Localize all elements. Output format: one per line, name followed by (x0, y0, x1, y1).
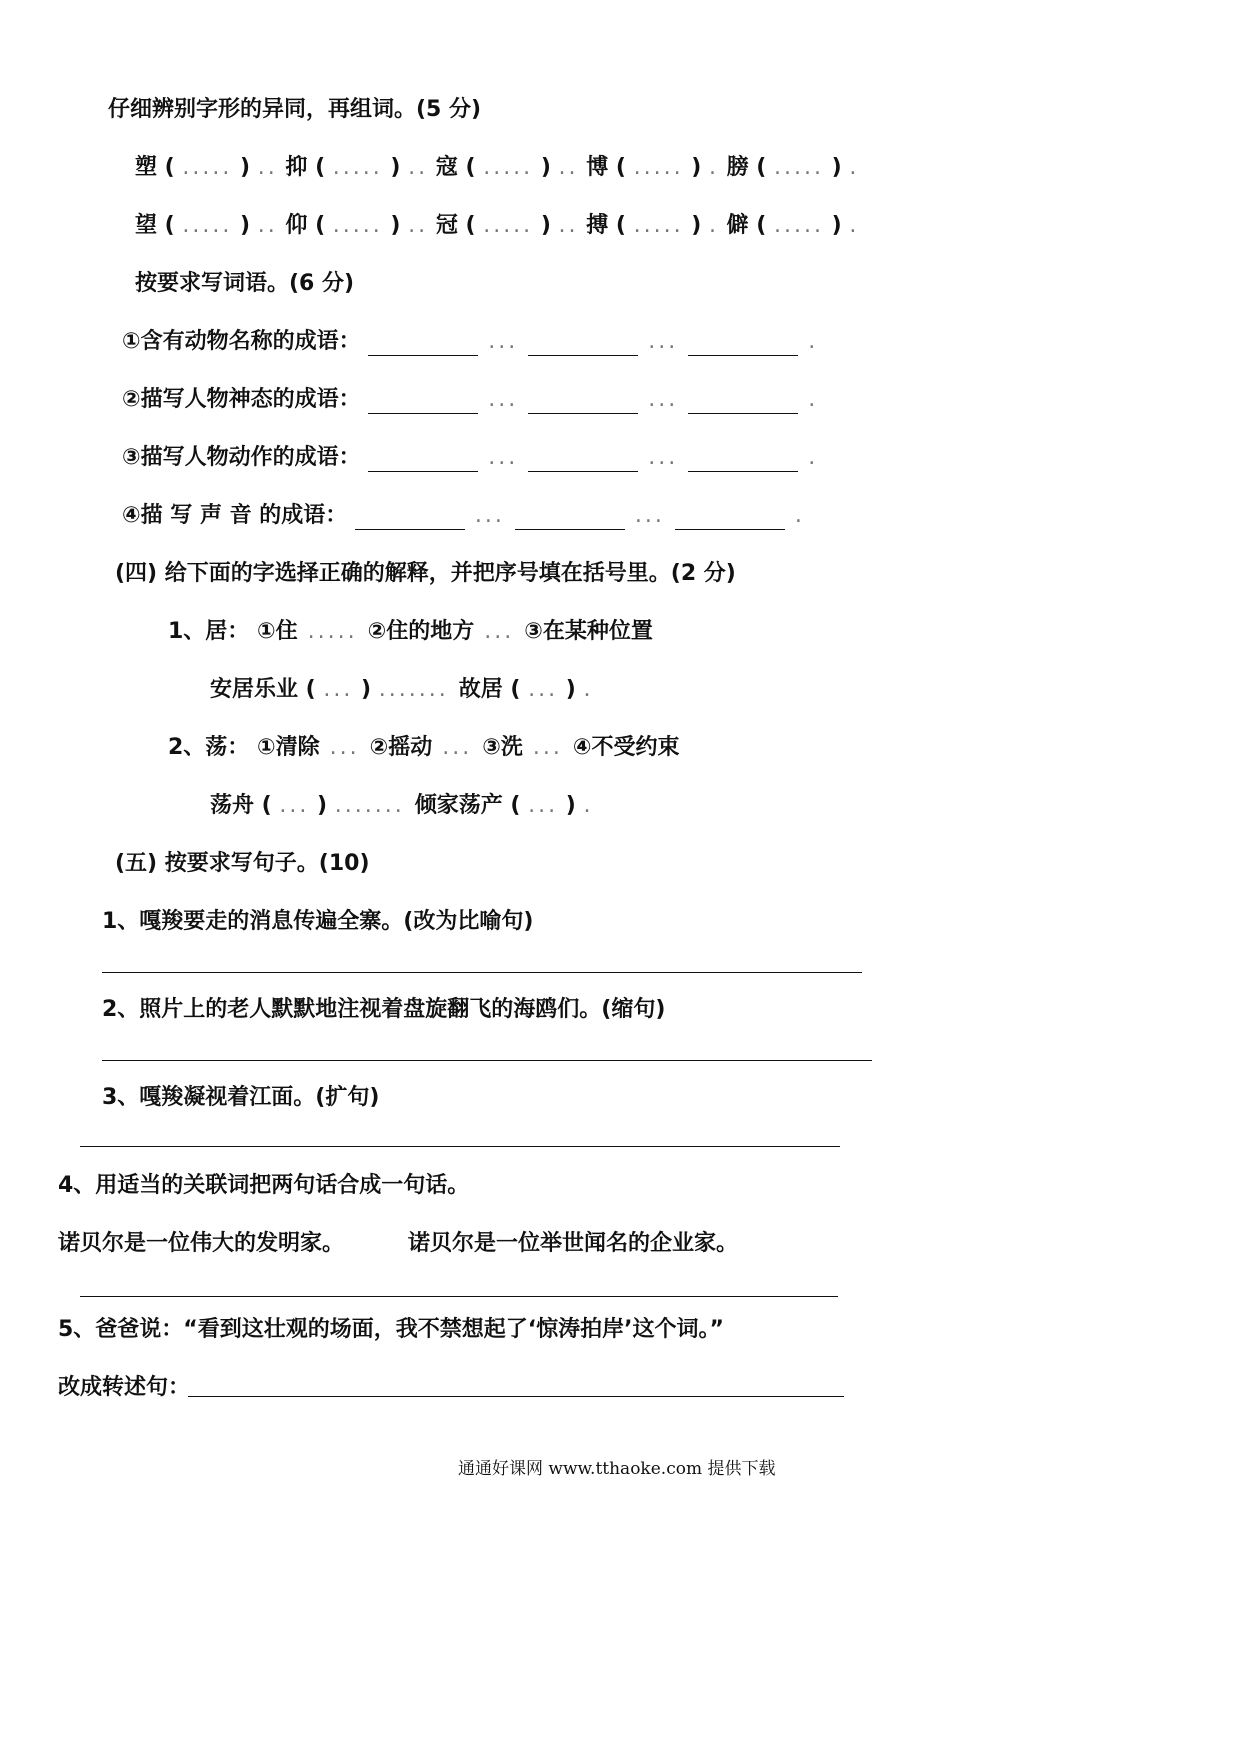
ciyu-label-4: ④描 写 声 音 的成语： (122, 503, 348, 528)
answer-blank[interactable] (688, 335, 798, 356)
q2-opt-1: ①清除 (256, 735, 320, 760)
answer-blank[interactable] (368, 335, 478, 356)
q2-word-1: 荡舟 (210, 793, 255, 818)
char-2-4: 搏 (586, 213, 609, 238)
ciyu-item-3: ③描写人物动作的成语： ... ... . (122, 445, 819, 470)
answer-line-4[interactable] (80, 1296, 838, 1297)
char-row-1: 塑 ( ..... ) .. 抑 ( ..... ) .. 寇 ( ..... ) .. 博 ( ..... ) . 膀 ( ..... ) . (135, 155, 860, 180)
answer-line-5[interactable] (188, 1396, 844, 1397)
q5-4-sentence-b: 诺贝尔是一位举世闻名的企业家。 (408, 1231, 739, 1256)
q5-5-label: 改成转述句： (58, 1375, 191, 1400)
char-1-3: 寇 (435, 155, 458, 180)
answer-blank[interactable] (355, 509, 465, 530)
section-title-zixing: 仔细辨别字形的异同，再组词。(5 分) (108, 97, 482, 122)
char-1-2: 抑 (285, 155, 308, 180)
char-2-1: 望 (135, 213, 158, 238)
answer-blank[interactable] (688, 393, 798, 414)
q5-3-text: 3、嘎羧凝视着江面。(扩句) (102, 1085, 380, 1110)
answer-blank[interactable] (675, 509, 785, 530)
ciyu-label-3: ③描写人物动作的成语： (122, 445, 361, 470)
footer-text: 通通好课网 www.tthaoke.com 提供下载 (458, 1459, 776, 1479)
char-1-4: 博 (586, 155, 609, 180)
q2-opt-4: ④不受约束 (572, 735, 680, 760)
ciyu-item-2: ②描写人物神态的成语： ... ... . (122, 387, 819, 412)
answer-line-1[interactable] (102, 972, 862, 973)
section-title-wu: (五) 按要求写句子。(10) (115, 851, 370, 876)
answer-line-2[interactable] (102, 1060, 872, 1061)
q5-4-sentence-a: 诺贝尔是一位伟大的发明家。 (58, 1231, 345, 1256)
q2-words: 荡舟 ( ... ) ....... 倾家荡产 ( ... ) . (210, 793, 594, 818)
q1-words: 安居乐业 ( ... ) ....... 故居 ( ... ) . (210, 677, 594, 702)
char-2-5: 僻 (726, 213, 749, 238)
q1-word-1: 安居乐业 (210, 677, 299, 702)
q2-opt-2: ②摇动 (369, 735, 433, 760)
answer-blank[interactable] (368, 393, 478, 414)
char-2-3: 冠 (435, 213, 458, 238)
char-2-2: 仰 (285, 213, 308, 238)
q2-opt-3: ③洗 (482, 735, 523, 760)
q1-label: 1、居： (168, 619, 250, 644)
q5-2-text: 2、照片上的老人默默地注视着盘旋翻飞的海鸥们。(缩句) (102, 997, 666, 1022)
answer-blank[interactable] (515, 509, 625, 530)
q5-4-text: 4、用适当的关联词把两句话合成一句话。 (58, 1173, 470, 1198)
ciyu-item-1: ①含有动物名称的成语： ... ... . (122, 329, 819, 354)
answer-blank[interactable] (528, 335, 638, 356)
ciyu-label-1: ①含有动物名称的成语： (122, 329, 361, 354)
answer-blank[interactable] (688, 451, 798, 472)
q2-word-2: 倾家荡产 (414, 793, 503, 818)
section-title-ciyu: 按要求写词语。(6 分) (135, 271, 355, 296)
q1-opt-2: ②住的地方 (367, 619, 475, 644)
q5-1-text: 1、嘎羧要走的消息传遍全寨。(改为比喻句) (102, 909, 534, 934)
q1-word-2: 故居 (458, 677, 503, 702)
q1-opt-3: ③在某种位置 (524, 619, 653, 644)
section-title-si: (四) 给下面的字选择正确的解释，并把序号填在括号里。(2 分) (115, 561, 736, 586)
q2-options: 2、荡： ①清除 ... ②摇动 ... ③洗 ... ④不受约束 (168, 735, 680, 760)
answer-blank[interactable] (368, 451, 478, 472)
answer-blank[interactable] (528, 451, 638, 472)
q1-options: 1、居： ①住 ..... ②住的地方 ... ③在某种位置 (168, 619, 653, 644)
ciyu-label-2: ②描写人物神态的成语： (122, 387, 361, 412)
answer-blank[interactable] (528, 393, 638, 414)
char-row-2: 望 ( ..... ) .. 仰 ( ..... ) .. 冠 ( ..... ) .. 搏 ( ..... ) . 僻 ( ..... ) . (135, 213, 860, 238)
ciyu-item-4: ④描 写 声 音 的成语： ... ... . (122, 503, 805, 528)
char-1-1: 塑 (135, 155, 158, 180)
q2-label: 2、荡： (168, 735, 250, 760)
answer-line-3[interactable] (80, 1146, 840, 1147)
q5-5-text: 5、爸爸说：“看到这壮观的场面，我不禁想起了‘惊涛拍岸’这个词。” (58, 1317, 724, 1342)
char-1-5: 膀 (726, 155, 749, 180)
q1-opt-1: ①住 (256, 619, 298, 644)
